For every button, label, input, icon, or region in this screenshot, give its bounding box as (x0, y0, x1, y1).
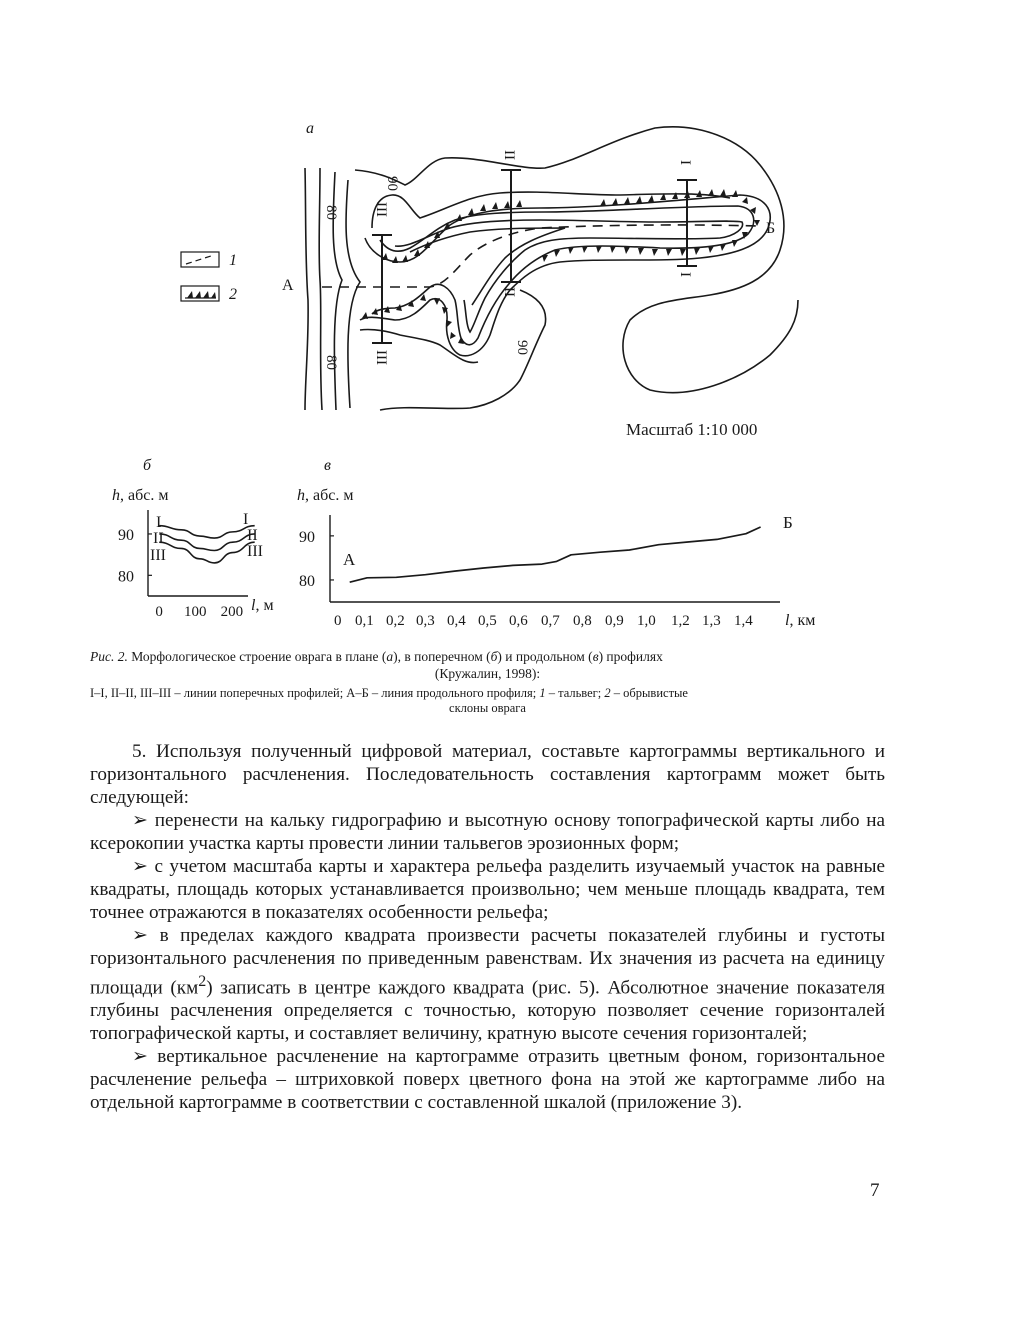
cross-profile-III (159, 542, 254, 563)
paragraph-step-5: 5. Используя полученный цифровой материал, составьте картограммы вертикального и горизонтального расчленения. Последовательность составления картограмм может быть следующей: (90, 741, 885, 808)
caption-legend-num: 1 (539, 686, 546, 700)
long-xtick-label: 0,8 (573, 613, 592, 629)
section-1-top-label: I (677, 160, 693, 165)
longitudinal-xlabel: l, км (785, 612, 816, 629)
legend-symbol-thalweg (186, 255, 214, 264)
panel-v-label: в (324, 457, 331, 474)
legend-num-1: 1 (229, 252, 237, 269)
caption-legend-text: склоны оврага (449, 701, 526, 715)
page-number: 7 (870, 1180, 880, 1201)
cross-profile-left-III: III (150, 547, 166, 564)
legend-num-2: 2 (229, 286, 237, 303)
section-2-top-label: II (501, 150, 517, 160)
cross-profile-right-I: I (243, 511, 249, 528)
caption-panel-v: в (592, 649, 599, 664)
cross-profile-left-II: II (153, 530, 164, 547)
map-labels (282, 150, 775, 370)
cross-ytick-label: 80 (118, 568, 134, 586)
caption-text: ), в поперечном ( (393, 649, 491, 664)
long-xtick-label: 0,7 (541, 613, 560, 629)
section-lines (372, 170, 697, 343)
long-xtick-label: 1,3 (702, 613, 721, 629)
long-ytick-label: 90 (299, 528, 315, 546)
long-xtick-label: 0,1 (355, 613, 374, 629)
caption-panel-a: а (386, 649, 394, 664)
cross-profile-right-III: III (247, 543, 263, 560)
longitudinal-profile-chart (297, 487, 815, 629)
section-2-bottom-label: II (501, 287, 517, 297)
panel-a-label: а (306, 120, 314, 137)
cross-profile-I (159, 526, 254, 538)
cross-ytick-label: 90 (118, 526, 134, 544)
paragraph-bullet-4: ➢ вертикальное расчленение на картограмме отразить цветным фоном, горизонтальное расчленение рельефа – штриховкой поверх цветного фона на этой же картограмме либо на отдельной картограмме в соответствии с составленной шкалой (приложение 3). (90, 1046, 885, 1114)
contour-80-west (319, 168, 322, 410)
long-xtick-label: 0,4 (447, 613, 466, 629)
section-3-bottom-label: III (373, 350, 389, 365)
caption-source: (Кружалин, 1998): (434, 666, 541, 681)
long-xtick-label: 1,4 (734, 613, 753, 629)
contour-label-90-bottom: 90 (514, 340, 530, 355)
longitudinal-ylabel: h, абс. м (297, 487, 354, 504)
paragraph-bullet-2: ➢ с учетом масштаба карты и характера рельефа разделить изучаемый участок на равные квадраты, площадь которых устанавливается произвольно; чем меньше площадь квадрата, тем точнее отражаются в показателях особенности рельефа; (90, 856, 885, 923)
paragraph-bullet-3: ➢ в пределах каждого квадрата произвести расчеты показателей глубины и густоты горизонтального расчленения по приведенным равенствам. Их значения из расчета на единицу площади $(км^2)$ записать в центре каждого квадрата (рис. 5). Абсолютное значение показателя глубины расчленения определяется с точностью, которую позволяет сечение горизонталей топографической карты, и составляет величину, кратную высоте сечения горизонталей; (90, 925, 885, 1045)
point-a-label: А (282, 277, 294, 294)
long-xtick-label: 0,2 (386, 613, 405, 629)
contour-gully-outer (360, 195, 770, 356)
cross-section-xlabel: l, м (251, 597, 274, 614)
long-profile-line (350, 527, 761, 582)
caption-legend-text: – тальвег; (545, 686, 605, 700)
contour-label-90-top: 90 (384, 176, 400, 191)
cross-profile-left-I: I (156, 514, 162, 531)
longitudinal-start-label: А (343, 550, 356, 569)
long-ytick-label: 80 (299, 572, 315, 590)
figure-gully-morphology (0, 0, 1022, 640)
figure-caption (90, 648, 885, 682)
caption-text: Морфологическое строение оврага в плане ( (127, 649, 387, 664)
long-xtick-label: 0,3 (416, 613, 435, 629)
contour-outer-west (305, 168, 308, 410)
caption-text: ) профилях (598, 649, 663, 664)
caption-legend-text: – обрывистые (610, 686, 688, 700)
contour-label-80-top: 80 (323, 205, 339, 220)
paragraph-bullet-1: ➢ перенести на кальку гидрографию и высотную основу топографической карты либо на ксерокопии участка карты провести линии тальвегов эрозионных форм; (90, 810, 885, 854)
contour-label-80-bottom: 80 (323, 355, 339, 370)
map-scale: Масштаб 1:10 000 (626, 420, 758, 439)
caption-text: ) и продольном ( (497, 649, 593, 664)
section-3-top-label: III (373, 202, 389, 217)
legend-symbol-steep-slope (185, 291, 216, 298)
cross-xtick-label: 100 (184, 604, 207, 620)
contour-lines (305, 127, 798, 410)
section-1-bottom-label: I (677, 272, 693, 277)
long-xtick-label: 1,0 (637, 613, 656, 629)
long-xtick-label: 1,2 (671, 613, 690, 629)
cross-profile-right-II: II (247, 527, 258, 544)
map-legend (181, 252, 237, 303)
cross-xtick-label: 0 (155, 604, 163, 620)
contour-west-3 (346, 180, 360, 408)
caption-panel-b: б (490, 649, 498, 664)
body-text (90, 740, 885, 1114)
caption-fig-ref: Рис. 2. (90, 649, 128, 664)
long-xtick-label: 0,9 (605, 613, 624, 629)
cross-xtick-label: 200 (220, 604, 244, 620)
cross-section-ylabel: h, абс. м (112, 487, 169, 504)
caption-legend-num: 2 (604, 686, 611, 700)
contour-outer-north (355, 127, 798, 393)
longitudinal-end-label: Б (783, 513, 793, 532)
caption-legend-text: I–I, II–II, III–III – линии поперечных профилей; А–Б – линия продольного профиля; (90, 686, 540, 700)
long-xtick-label: 0,6 (509, 613, 528, 629)
cross-section-chart (112, 487, 274, 620)
long-xtick-label: 0 (334, 613, 342, 629)
point-b-label: Б (766, 220, 776, 237)
long-xtick-label: 0,5 (478, 613, 497, 629)
panel-b-label: б (143, 457, 152, 474)
figure-legend-caption (90, 686, 885, 716)
